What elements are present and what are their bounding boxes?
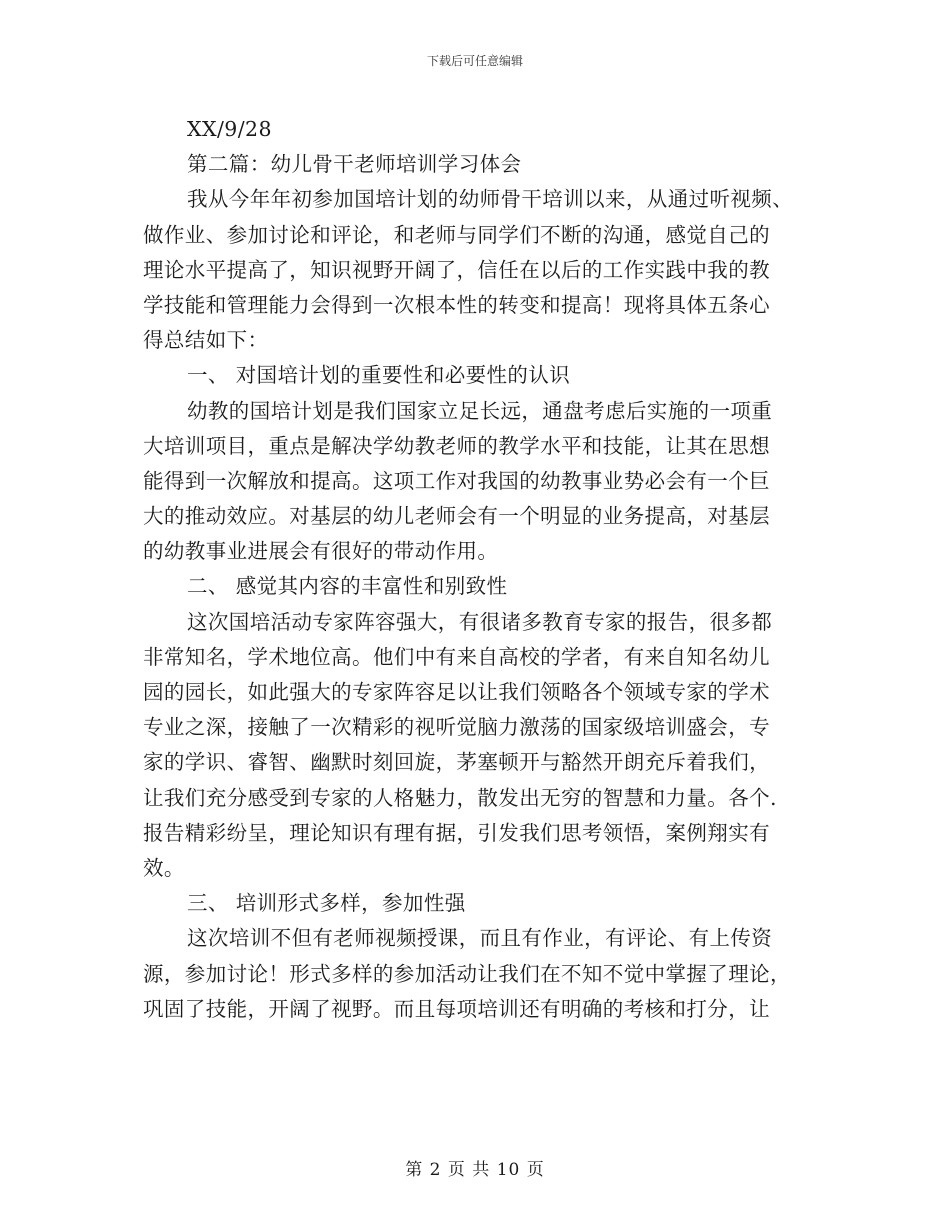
paragraph-line: 我从今年年初参加国培计划的幼师骨干培训以来，从通过听视频、 — [187, 187, 794, 212]
document-body — [143, 112, 813, 1027]
section-title: 第二篇：幼儿骨干老师培训学习体会 — [187, 152, 522, 177]
subheading-2: 二、 感觉其内容的丰富性和别致性 — [187, 574, 508, 599]
paragraph-line: 能得到一次解放和提高。这项工作对我国的幼教事业势必会有一个巨 — [143, 468, 770, 493]
paragraph-line: 效。 — [143, 855, 185, 880]
paragraph-line: 园的园长，如此强大的专家阵容足以让我们领略各个领域专家的学术 — [143, 680, 770, 704]
paragraph-line: 专业之深，接触了一次精彩的视听觉脑力激荡的国家级培训盛会，专 — [143, 715, 770, 740]
subheading-1: 一、 对国培计划的重要性和必要性的认识 — [187, 363, 571, 388]
paragraph-line: 的幼教事业进展会有很好的带动作用。 — [143, 539, 499, 564]
paragraph-line: 这次培训不但有老师视频授课，而且有作业，有评论、有上传资 — [187, 926, 773, 951]
paragraph-line: 报告精彩纷呈，理论知识有理有据，引发我们思考领悟，案例翔实有 — [143, 820, 770, 845]
paragraph-line: 得总结如下： — [143, 328, 269, 353]
page-number-footer: 第 2 页 共 10 页 — [405, 1160, 545, 1180]
date-line: XX/9/28 — [187, 117, 272, 141]
paragraph-line: 做作业、参加讨论和评论，和老师与同学们不断的沟通，感觉自己的 — [143, 222, 770, 247]
paragraph-line: 源，参加讨论！形式多样的参加活动让我们在不知不觉中掌握了理论， — [143, 961, 791, 986]
paragraph-line: 理论水平提高了，知识视野开阔了，信任在以后的工作实践中我的教 — [143, 257, 770, 282]
paragraph-line: 家的学识、睿智、幽默时刻回旋，茅塞顿开与豁然开朗充斥着我们， — [143, 750, 770, 775]
paragraph-line: 大培训项目，重点是解决学幼教老师的教学水平和技能，让其在思想 — [143, 433, 770, 458]
paragraph-line: 大的推动效应。对基层的幼儿老师会有一个明显的业务提高，对基层 — [143, 504, 770, 529]
header-note: 下载后可任意编辑 — [426, 54, 523, 68]
paragraph-line: 让我们充分感受到专家的人格魅力，散发出无穷的智慧和力量。各个. — [143, 785, 777, 810]
paragraph-line: 巩固了技能，开阔了视野。而且每项培训还有明确的考核和打分，让 — [143, 996, 770, 1021]
paragraph-line: 幼教的国培计划是我们国家立足长远，通盘考虑后实施的一项重 — [187, 398, 773, 423]
subheading-3: 三、 培训形式多样，参加性强 — [187, 891, 466, 916]
paragraph-line: 这次国培活动专家阵容强大，有很诸多教育专家的报告，很多都 — [187, 609, 773, 634]
paragraph-line: 学技能和管理能力会得到一次根本性的转变和提高！现将具体五条心 — [143, 292, 770, 317]
paragraph-line: 非常知名，学术地位高。他们中有来自高校的学者，有来自知名幼儿 — [143, 644, 770, 669]
